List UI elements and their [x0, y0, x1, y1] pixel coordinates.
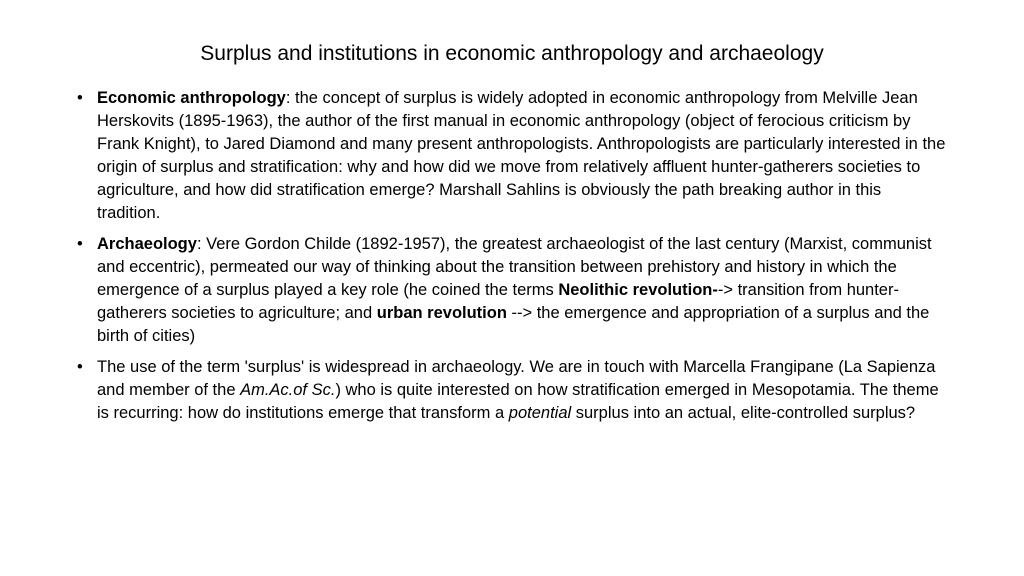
- term-neolithic-revolution: Neolithic revolution-: [558, 281, 718, 299]
- bullet-icon: •: [77, 89, 83, 107]
- bullet-text: ) who is quite interested on how stratification emerged in Mesopotamia. The theme is recurring: how do institutions emerge that transform a: [97, 381, 939, 422]
- bullet-text: : the concept of surplus is widely adopted in economic anthropology from Melville Jean Herskovits (1895-1963), the author of the first manual in economic anthropology (object of ferocious criticism by Frank Knight), to Jared Diamond and many present anthropologists. Anthropologists are particularly interested in the origin of surplus and stratification: why and how did we move from relatively affluent hunter-gatherers societies to agriculture, and how did stratification emerge? Marshall Sahlins is obviously the path breaking author in this tradition.: [97, 89, 946, 222]
- bullet-item-archaeology: [77, 233, 947, 348]
- bullet-item-economic-anthropology: [77, 87, 947, 225]
- emphasis-am-ac-of-sc: Am.Ac.of Sc.: [240, 381, 336, 399]
- bullet-icon: •: [77, 235, 83, 253]
- term-urban-revolution: urban revolution: [376, 304, 507, 322]
- bullet-text: The use of the term 'surplus' is widespread in archaeology. We are in touch with Marcella Frangipane (La Sapienza and member of the: [97, 358, 936, 399]
- bullet-icon: •: [77, 358, 83, 376]
- bullet-heading: Economic anthropology: [97, 89, 286, 107]
- bullet-text: surplus into an actual, elite-controlled surplus?: [571, 404, 916, 422]
- bullet-text: : Vere Gordon Childe (1892-1957), the greatest archaeologist of the last century (Marxist, communist and eccentric), permeated our way of thinking about the transition between prehistory and history in which the emergence of a surplus played a key role (he coined the terms: [97, 235, 932, 299]
- bullet-text: --> the emergence and appropriation of a surplus and the birth of cities): [97, 304, 930, 345]
- bullet-text: -> transition from hunter-gatherers societies to agriculture; and: [97, 281, 899, 322]
- bullet-heading: Archaeology: [97, 235, 197, 253]
- slide-title: Surplus and institutions in economic anthropology and archaeology: [200, 42, 824, 65]
- bullet-item-surplus-term: [77, 356, 947, 425]
- bullet-list: [77, 87, 947, 433]
- emphasis-potential: potential: [508, 404, 572, 422]
